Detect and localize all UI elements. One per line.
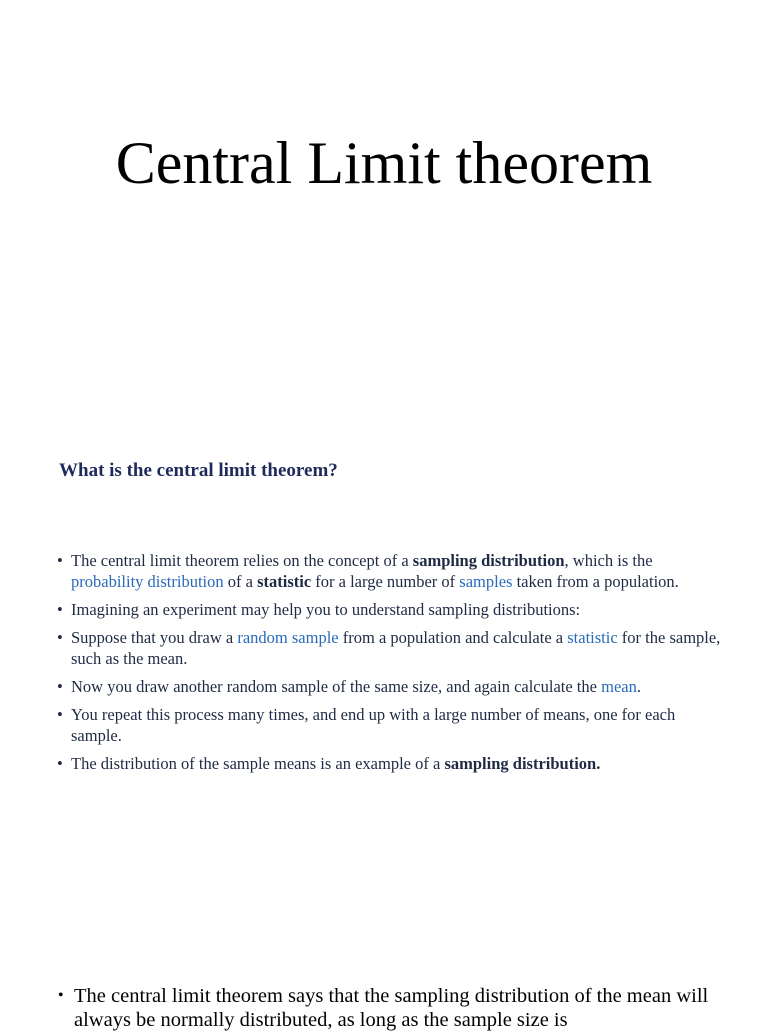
bullet-item [55,599,723,620]
bold-term: statistic [257,572,312,591]
bullet-list [55,550,723,781]
bullet-text: for a large number of [311,572,460,591]
bold-term: sampling distribution [412,551,565,570]
bullet-text: taken from a population. [512,572,679,591]
bullet-text: The distribution of the sample means is an example of a [71,754,445,773]
bullet-item [55,753,723,774]
slide-title: Central Limit theorem [115,130,653,196]
bold-term: sampling distribution. [444,754,601,773]
bullet-item [55,627,723,669]
bullet-text: , which is the [564,551,653,570]
link-mean[interactable]: mean [601,677,637,696]
section-heading: What is the central limit theorem? [59,460,338,481]
bullet-text: Suppose that you draw a [71,628,238,647]
link-probability-distribution[interactable]: probability distribution [71,572,224,591]
bullet-text: from a population and calculate a [338,628,568,647]
bullet-item [55,676,723,697]
bullet-text: for the sample, such as the mean. [71,628,721,668]
bullet-text: . [636,677,641,696]
bullet-text: The central limit theorem relies on the concept of a [71,551,413,570]
bullet-text: of a [223,572,258,591]
link-random-sample[interactable]: random sample [237,628,339,647]
link-statistic[interactable]: statistic [567,628,618,647]
bullet-item [55,550,723,592]
bullet-text: Now you draw another random sample of the same size, and again calculate the [71,677,602,696]
bullet-item [55,704,723,746]
bullet-text: Imagining an experiment may help you to understand sampling distributions: [71,600,581,619]
link-samples[interactable]: samples [459,572,513,591]
clt-statement-bullet: • The central limit theorem says that the sampling distribution of the mean will always be normally distributed, as long as the sample size is [58,984,744,1032]
bullet-text: You repeat this process many times, and end up with a large number of means, one for each sample. [71,705,676,745]
